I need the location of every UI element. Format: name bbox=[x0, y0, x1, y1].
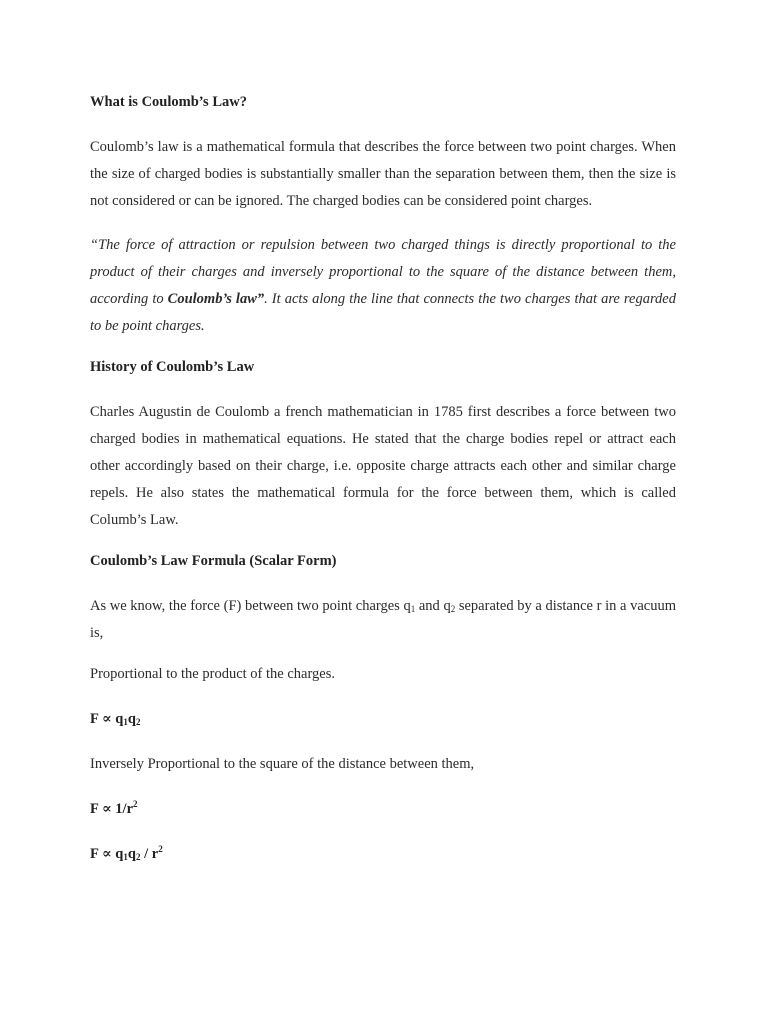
formula1-part-b: q bbox=[127, 711, 136, 727]
quote-text-end: . It acts along the line that connects the two charges that are regarded to be point charges. bbox=[90, 291, 676, 334]
document-page bbox=[90, 92, 676, 889]
formula3-sub1: 1 bbox=[123, 852, 128, 862]
paragraph-definition: Coulomb’s law is a mathematical formula that describes the force between two point charges. When the size of charged bodies is substantially smaller than the separation between them, then the size is not considered or can be ignored. The charged bodies can be considered point charges. bbox=[90, 139, 676, 209]
intro-text-a: As we know, the force (F) between two point charges q bbox=[90, 598, 411, 614]
heading-history: History of Coulomb’s Law bbox=[90, 359, 255, 375]
formula-inverse-square bbox=[90, 799, 676, 819]
intro-text-b: and q bbox=[415, 598, 451, 614]
formula3-sup: 2 bbox=[158, 844, 163, 854]
formula3-part-c: / r bbox=[140, 846, 159, 862]
quote-bold-term: Coulomb’s law” bbox=[167, 291, 265, 307]
formula3-part-a: F ∝ q bbox=[90, 846, 124, 862]
text-proportional-product: Proportional to the product of the charges. bbox=[90, 666, 335, 682]
intro-text-c: separated by a distance r in a vacuum is, bbox=[90, 598, 676, 641]
formula1-sub2: 2 bbox=[135, 717, 141, 727]
paragraph-quote bbox=[90, 232, 676, 340]
formula2-part-a: F ∝ 1/r bbox=[90, 801, 134, 817]
heading-what-is-coulombs-law: What is Coulomb’s Law? bbox=[90, 94, 247, 110]
paragraph-history: Charles Augustin de Coulomb a french mathematician in 1785 first describes a force between two charged bodies in mathematical equations. He stated that the charge bodies repel or attract each other accordingly based on their charge, i.e. opposite charge attracts each other and similar charge repels. He also states the mathematical formula for the force between them, which is called Columb’s Law. bbox=[90, 404, 676, 528]
formula3-sub2: 2 bbox=[135, 852, 141, 862]
formula-combined bbox=[90, 844, 676, 864]
intro-sub-1: 1 bbox=[410, 604, 416, 614]
heading-formula-scalar: Coulomb’s Law Formula (Scalar Form) bbox=[90, 553, 337, 569]
intro-sub-2: 2 bbox=[450, 604, 456, 614]
text-inverse-square: Inversely Proportional to the square of the distance between them, bbox=[90, 756, 475, 772]
formula-product bbox=[90, 709, 676, 729]
paragraph-formula-intro bbox=[90, 593, 676, 647]
formula1-sub1: 1 bbox=[123, 717, 128, 727]
formula3-part-b: q bbox=[127, 846, 136, 862]
quote-text-start: “The force of attraction or repulsion between two charged things is directly proportional to the product of their charges and inversely proportional to the square of the distance between them, according to bbox=[90, 237, 676, 307]
formula1-part-a: F ∝ q bbox=[90, 711, 124, 727]
formula2-sup: 2 bbox=[133, 799, 138, 809]
